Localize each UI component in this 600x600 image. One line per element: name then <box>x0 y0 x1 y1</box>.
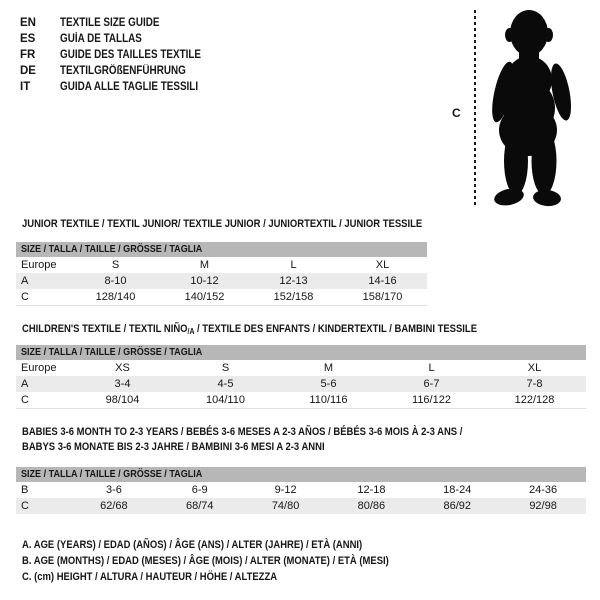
size-cell: XS <box>115 362 130 374</box>
height-cell: 104/110 <box>206 394 245 406</box>
height-cell: 158/170 <box>362 291 403 303</box>
height-cell: 128/140 <box>95 291 136 303</box>
height-cell: 140/152 <box>184 291 225 303</box>
junior-size-table <box>16 242 427 306</box>
table-row-height <box>16 392 586 408</box>
height-cell: 122/128 <box>514 394 555 406</box>
row-label: Europe <box>21 362 57 374</box>
language-label: GUÍA DE TALLAS <box>60 33 142 45</box>
height-cell: 68/74 <box>185 500 214 512</box>
size-band-header <box>16 242 427 257</box>
age-cell: 9-12 <box>274 484 297 496</box>
row-label: C <box>21 291 29 303</box>
height-cell: 116/122 <box>412 394 451 406</box>
size-cell: XL <box>527 362 542 374</box>
language-label: GUIDE DES TAILLES TEXTILE <box>60 49 202 61</box>
size-band-label: SIZE / TALLA / TAILLE / GRÖSSE / TAGLIA <box>21 346 203 358</box>
row-label: A <box>21 275 29 287</box>
children-size-table <box>16 345 586 409</box>
age-cell: 6-9 <box>191 484 208 496</box>
height-cell: 86/92 <box>443 500 471 512</box>
row-label: C <box>21 394 29 406</box>
table-row-age <box>16 273 427 289</box>
gender-subscript: /A <box>187 327 195 336</box>
table-row-europe <box>16 360 586 376</box>
age-cell: 5-6 <box>320 378 337 390</box>
age-cell: 10-12 <box>190 275 219 287</box>
age-cell: 12-13 <box>279 275 308 287</box>
age-cell: 4-5 <box>217 378 234 390</box>
language-row <box>20 15 224 31</box>
height-cell: 98/104 <box>105 394 140 406</box>
height-dashed-line <box>474 10 476 206</box>
babies-table-title-line1: BABIES 3-6 MONTH TO 2-3 YEARS / BEBÉS 3-6 MESES A 2-3 AÑOS / BÉBÉS 3-6 MOIS À 2-3 ANS / <box>22 426 463 438</box>
junior-table-title-text: JUNIOR TEXTILE / TEXTIL JUNIOR/ TEXTILE JUNIOR / JUNIORTEXTIL / JUNIOR TESSILE <box>22 218 423 230</box>
size-cell: S <box>221 362 230 374</box>
note-age-years: A. AGE (YEARS) / EDAD (AÑOS) / ÂGE (ANS) / ALTER (JAHRE) / ETÀ (ANNI) <box>22 539 363 551</box>
language-row <box>20 31 224 47</box>
size-cell: L <box>428 362 435 374</box>
height-cell: 74/80 <box>271 500 300 512</box>
height-cell: 152/158 <box>273 291 314 303</box>
height-cell: 92/98 <box>529 500 557 512</box>
height-cell: 80/86 <box>357 500 386 512</box>
size-cell: XL <box>375 259 390 271</box>
note-height-cm: C. (cm) HEIGHT / ALTURA / HAUTEUR / HÖHE / ALTEZZA <box>22 571 278 583</box>
height-cell: 62/68 <box>100 500 128 512</box>
size-cell: S <box>111 259 120 271</box>
age-cell: 14-16 <box>368 275 397 287</box>
table-row-height <box>16 498 586 514</box>
row-label: B <box>21 484 29 496</box>
age-cell: 8-10 <box>104 275 127 287</box>
language-code: DE <box>20 65 36 77</box>
age-cell: 24-36 <box>529 484 558 496</box>
height-measure-label: C <box>452 106 461 120</box>
row-label: A <box>21 378 29 390</box>
age-cell: 12-18 <box>357 484 386 496</box>
size-band-label: SIZE / TALLA / TAILLE / GRÖSSE / TAGLIA <box>21 468 203 480</box>
table-row-height <box>16 289 427 305</box>
babies-table-title <box>22 425 534 455</box>
language-row <box>20 63 224 79</box>
size-cell: M <box>199 259 210 271</box>
note-age-months: B. AGE (MONTHS) / EDAD (MESES) / ÂGE (MOIS) / ALTER (MONATE) / ETÀ (MESI) <box>22 555 389 567</box>
size-band-header <box>16 345 586 360</box>
legend-notes <box>22 537 449 585</box>
junior-table-title <box>22 217 487 232</box>
table-row-age <box>16 376 586 392</box>
language-row <box>20 47 224 63</box>
language-label: TEXTILGRÖßENFÜHRUNG <box>60 65 186 77</box>
age-cell: 18-24 <box>443 484 472 496</box>
language-code: IT <box>20 81 31 93</box>
language-row <box>20 79 224 95</box>
language-label: TEXTILE SIZE GUIDE <box>60 17 160 29</box>
row-label: C <box>21 500 29 512</box>
language-title-list <box>20 15 224 95</box>
age-cell: 7-8 <box>526 378 543 390</box>
babies-size-table <box>16 467 586 514</box>
age-cell: 3-6 <box>105 484 122 496</box>
age-cell: 6-7 <box>423 378 440 390</box>
children-table-title <box>22 322 551 339</box>
language-code: ES <box>20 33 36 45</box>
table-row-age-months <box>16 482 586 498</box>
language-code: FR <box>20 49 36 61</box>
children-table-title-text: CHILDREN'S TEXTILE / TEXTIL NIÑO/A / TEXTILE DES ENFANTS / KINDERTEXTIL / BAMBINI TESSILE <box>22 323 478 336</box>
age-cell: 3-4 <box>114 378 131 390</box>
size-cell: L <box>290 259 297 271</box>
language-code: EN <box>20 17 36 29</box>
language-label: GUIDA ALLE TAGLIE TESSILI <box>60 81 199 93</box>
table-row-europe <box>16 257 427 273</box>
row-label: Europe <box>21 259 57 271</box>
babies-table-title-line2: BABYS 3-6 MONATE BIS 2-3 JAHRE / BAMBINI 3-6 MESI A 2-3 ANNI <box>22 441 325 453</box>
size-cell: M <box>323 362 334 374</box>
size-band-label: SIZE / TALLA / TAILLE / GRÖSSE / TAGLIA <box>21 243 203 255</box>
height-cell: 110/116 <box>309 394 348 406</box>
size-band-header <box>16 467 586 482</box>
toddler-silhouette <box>486 8 598 208</box>
